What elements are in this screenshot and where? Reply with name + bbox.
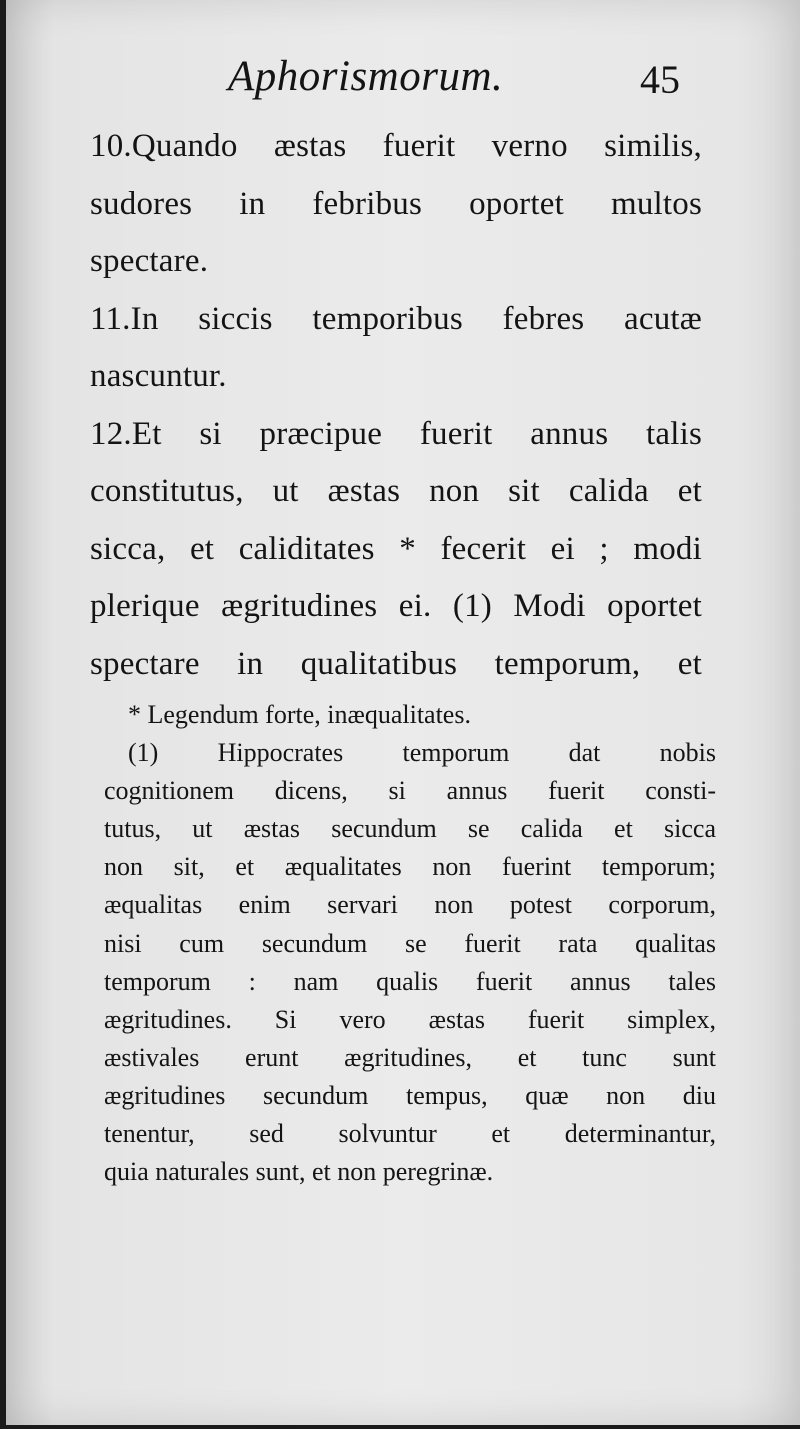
aphorism-12 (90, 406, 702, 694)
text-line: nascuntur. (90, 358, 227, 394)
footnote-line: ægritudines secundum tempus, quæ non diu (104, 1080, 716, 1110)
text-line: plerique ægritudines ei. (1) Modi oportet (90, 588, 702, 624)
footnote-line: tutus, ut æstas secundum se calida et sicca (104, 814, 716, 844)
text-line: sudores in febribus oportet multos (90, 185, 702, 222)
text-line: sicca, et caliditates * fecerit ei ; modi (90, 530, 702, 567)
footnote-line: non sit, et æqualitates non fuerint temporum; (104, 852, 716, 882)
page-number: 45 (640, 57, 680, 102)
book-page (6, 0, 800, 1425)
footnote-line: tenentur, sed solvuntur et determinantur, (104, 1119, 716, 1149)
footnote-line: æqualitas enim servari non potest corporum, (104, 890, 716, 920)
running-head: Aphorismorum. (228, 53, 504, 100)
text-line: 12.Et si præcipue fuerit annus talis (90, 415, 702, 452)
footnote-line: (1) Hippocrates temporum dat nobis (128, 738, 716, 768)
text-line: spectare in qualitatibus temporum, et (90, 645, 702, 682)
aphorism-number: 11. (90, 300, 131, 337)
footnote-line: cognitionem dicens, si annus fuerit consti- (104, 776, 716, 806)
footnote-line: quia naturales sunt, et non peregrinæ. (104, 1157, 494, 1187)
aphorism-number: 12. (90, 415, 132, 452)
footnote-line: æstivales erunt ægritudines, et tunc sunt (104, 1042, 716, 1072)
footnote-line: nisi cum secundum se fuerit rata qualitas (104, 928, 716, 958)
text-line: constitutus, ut æstas non sit calida et (90, 473, 702, 509)
aphorism-10 (90, 118, 702, 291)
footnote-line: ægritudines. Si vero æstas fuerit simplex, (104, 1004, 716, 1034)
main-text (90, 118, 702, 693)
footnote-line: temporum : nam qualis fuerit annus tales (104, 966, 716, 996)
aphorism-11 (90, 291, 702, 406)
text-line: 11.In siccis temporibus febres acutæ (90, 300, 702, 337)
footnotes (104, 696, 716, 1191)
page-header (6, 52, 800, 112)
footnote-star: * Legendum forte, inæqualitates. (128, 700, 471, 729)
aphorism-number: 10. (90, 128, 132, 164)
text-line: 10.Quando æstas fuerit verno similis, (90, 128, 702, 164)
text-line: spectare. (90, 243, 209, 279)
